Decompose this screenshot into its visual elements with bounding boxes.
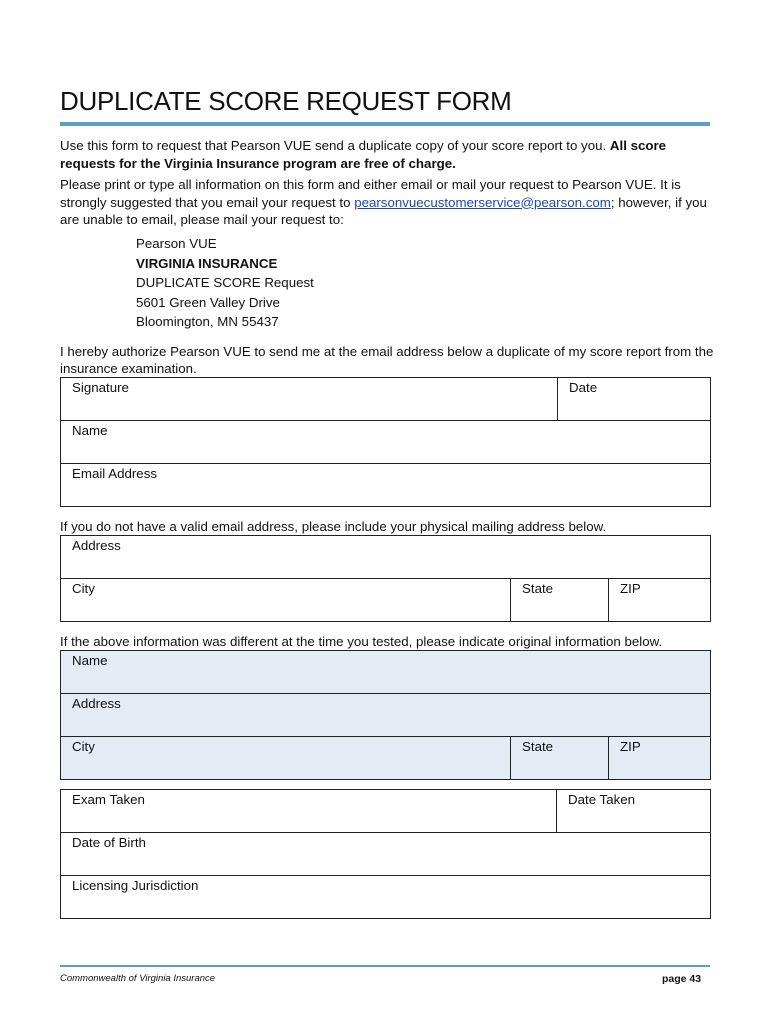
original-zip-cell [609,737,711,780]
address-line: Pearson VUE [136,236,217,251]
original-state-field[interactable] [511,737,608,779]
city-field[interactable] [61,579,510,621]
zip-label: ZIP [620,581,641,596]
name-cell [61,421,711,464]
address-line: 5601 Green Valley Drive [136,294,280,310]
page-title: DUPLICATE SCORE REQUEST FORM [60,86,512,116]
date-cell [558,378,711,421]
original-city-cell [61,737,511,780]
name-field[interactable] [61,421,710,463]
date-field[interactable] [558,378,710,420]
instructions-paragraph [60,176,715,229]
original-name-cell [61,651,711,694]
original-state-label: State [522,739,554,754]
state-field[interactable] [511,579,608,621]
title-rule [60,122,710,126]
exam-taken-field[interactable] [61,790,556,832]
footer-rule [60,965,710,967]
zip-field[interactable] [609,579,710,621]
exam-info-table [60,789,711,919]
email-link[interactable]: pearsonvuecustomerservice@pearson.com [354,194,611,210]
original-zip-field[interactable] [609,737,710,779]
state-cell [511,579,609,622]
address-line: DUPLICATE SCORE Request [136,275,314,290]
dob-label: Date of Birth [72,835,146,850]
date-taken-field[interactable] [557,790,710,832]
original-address-field[interactable] [61,694,710,736]
name-label: Name [72,423,108,438]
address-line-bold: VIRGINIA INSURANCE [136,255,278,271]
email-cell [61,464,711,507]
original-zip-label: ZIP [620,739,641,754]
original-name-field[interactable] [61,651,710,693]
original-info-table [60,650,711,780]
intro-bold-text: All score requests for the Virginia Insurance program are free of charge. [60,138,667,171]
city-cell [61,579,511,622]
instructions-text-before: Please print or type all information on this form and either email or mail your request to Pearson VUE. It is strongly suggested that you email your request to [60,177,681,210]
authorization-text: I hereby authorize Pearson VUE to send me at the email address below a duplicate of my score report from the insurance examination. [60,344,714,376]
original-state-cell [511,737,609,780]
instructions-text-after: ; however, if you are unable to email, please mail your request to: [60,194,707,227]
address-label: Address [72,538,121,553]
mailing-address-block [136,234,314,332]
signature-cell [61,378,558,421]
intro-text: Use this form to request that Pearson VUE send a duplicate copy of your score report to you. [60,138,610,153]
zip-cell [609,579,711,622]
exam-taken-label: Exam Taken [72,792,145,807]
date-label: Date [569,380,598,395]
address-line: Bloomington, MN 55437 [136,314,279,329]
jurisdiction-field[interactable] [61,876,710,918]
original-info-note: If the above information was different at the time you tested, please indicate original information below. [60,634,663,649]
mailing-note: If you do not have a valid email address, please include your physical mailing address below. [60,519,607,534]
state-label: State [522,581,554,596]
mailing-address-table [60,535,711,622]
original-city-field[interactable] [61,737,510,779]
contact-info-table [60,377,711,507]
email-label: Email Address [72,466,157,481]
date-taken-label: Date Taken [568,792,636,807]
email-field[interactable] [61,464,710,506]
original-name-label: Name [72,653,108,668]
original-address-label: Address [72,696,121,711]
dob-cell [61,833,711,876]
jurisdiction-cell [61,876,711,919]
jurisdiction-label: Licensing Jurisdiction [72,878,199,893]
original-city-label: City [72,739,95,754]
address-cell [61,536,711,579]
original-address-cell [61,694,711,737]
city-label: City [72,581,95,596]
address-field[interactable] [61,536,710,578]
exam-taken-cell [61,790,557,833]
intro-paragraph [60,137,715,172]
dob-field[interactable] [61,833,710,875]
date-taken-cell [557,790,711,833]
signature-field[interactable] [61,378,557,420]
footer-document-title: Commonwealth of Virginia Insurance [60,973,216,984]
signature-label: Signature [72,380,129,395]
page-number: page 43 [662,973,702,985]
